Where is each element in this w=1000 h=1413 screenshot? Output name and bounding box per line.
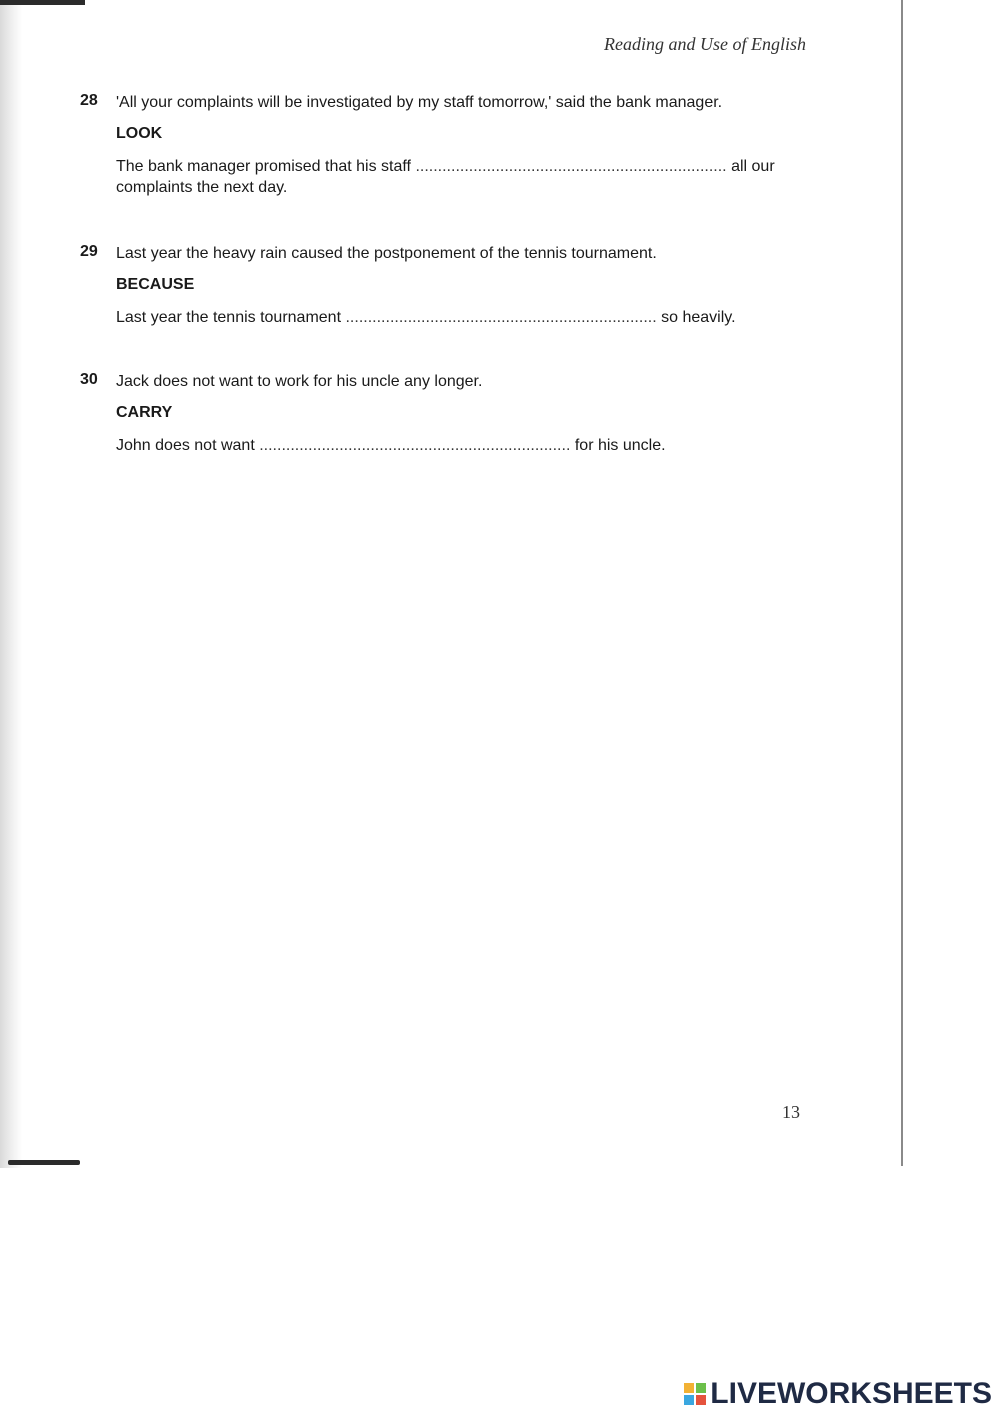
page-number: 13 [782,1102,800,1122]
section-header: Reading and Use of English [604,34,806,54]
logo-square [684,1395,694,1405]
answer-line [116,435,820,456]
question-30 [80,371,820,456]
question-sentence: 'All your complaints will be investigated by my staff tomorrow,' said the bank manager. [116,94,723,111]
logo-square [696,1383,706,1393]
liveworksheets-brand[interactable] [684,1376,992,1412]
keyword: CARRY [116,404,173,421]
binding-shadow [0,0,22,1168]
answer-before: Last year the tennis tournament [116,309,342,326]
question-28 [80,92,820,198]
logo-square [696,1395,706,1405]
page-edge [901,0,903,1166]
liveworksheets-logo-icon [684,1383,706,1405]
answer-after: all our complaints the next day. [116,158,775,196]
answer-line [116,156,806,198]
logo-square [684,1383,694,1393]
answer-before: The bank manager promised that his staff [116,158,411,175]
question-sentence: Last year the heavy rain caused the postponement of the tennis tournament. [116,245,657,262]
question-sentence: Jack does not want to work for his uncle any longer. [116,373,483,390]
brand-name: LIVEWORKSHEETS [710,1377,992,1410]
answer-line [116,307,820,328]
question-number: 28 [80,92,98,109]
answer-after: for his uncle. [574,437,666,454]
answer-gap[interactable]: ...................................................................... [345,309,657,326]
keyword: LOOK [116,125,163,142]
keyword: BECAUSE [116,276,195,293]
answer-gap[interactable]: ...................................................................... [259,437,571,454]
answer-before: John does not want [116,437,255,454]
scan-mark-top [0,0,85,5]
question-number: 30 [80,371,98,388]
question-29 [80,243,820,328]
answer-after: so heavily. [661,309,736,326]
answer-gap[interactable]: ...................................................................... [415,158,727,175]
question-number: 29 [80,243,98,260]
scan-mark-bottom [8,1160,80,1165]
